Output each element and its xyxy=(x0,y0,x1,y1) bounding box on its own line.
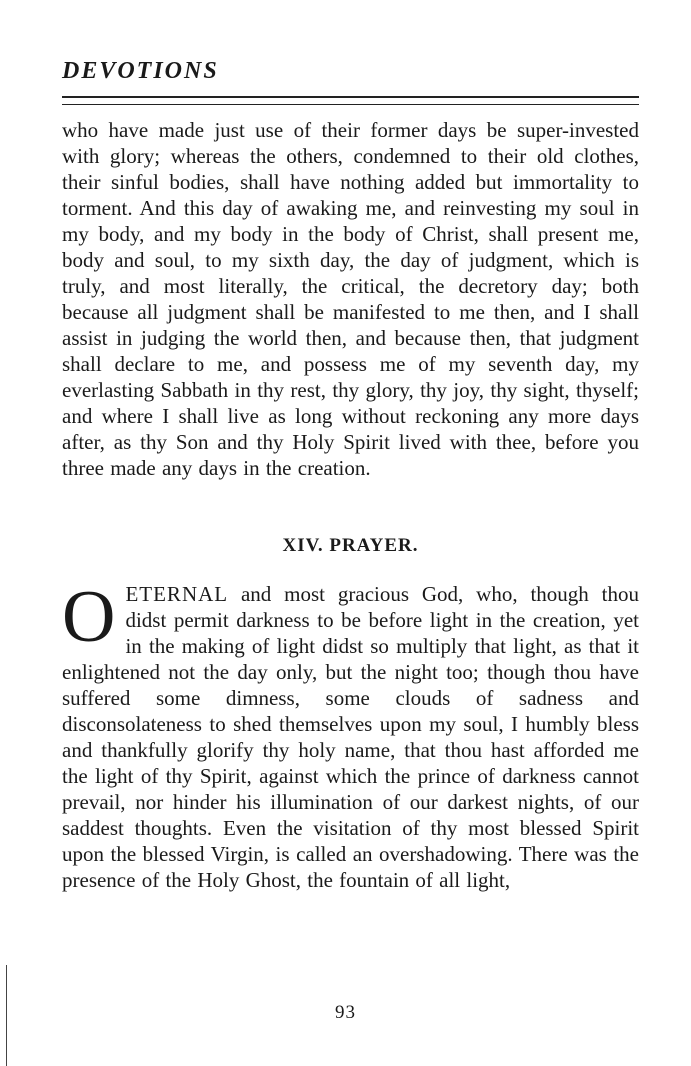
prayer-opening-words: ETERNAL xyxy=(125,582,229,606)
page-number: 93 xyxy=(335,1002,356,1023)
continued-paragraph: who have made just use of their former days be super-invested with glory; whereas the others, condemned to their old clothes, their sinful bodies, shall have nothing added but immortality to torment. And this day of awaking me, and reinvesting my soul in my body, and my body in the body of Christ, shall present me, body and soul, to my sixth day, the day of judgment, which is truly, and most literally, the critical, the decretory day; both because all judgment shall be manifested to me then, and I shall assist in judging the world then, and because then, that judgment shall declare to me, and possess me of my seventh day, my everlasting Sabbath in thy rest, thy glory, thy joy, thy sight, thyself; and where I shall live as long without reckoning any more days after, as thy Son and thy Holy Spirit lived with thee, before you three made any days in the creation. xyxy=(62,118,639,480)
drop-cap: O xyxy=(62,576,116,658)
section-title: XIV. PRAYER. xyxy=(282,535,419,556)
prayer-text: and most gracious God, who, though thou didst permit darkness to be before light in the creation, yet in the making of light didst so multiply that light, as that it enlightened not the day only, but the night too; though thou have suffered some dimness, some clouds of sadness and disconsolateness to shed themselves upon my soul, I humbly bless and thankfully glorify thy holy name, that thou hast afforded me the light of thy Spirit, against which the prince of darkness cannot prevail, nor hinder his illumination of our darkest nights, of our saddest thoughts. Even the visitation of thy most blessed Spirit upon the blessed Virgin, is called an overshadowing. There was the presence of the Holy Ghost, the fountain of all light, xyxy=(62,582,639,892)
prayer-paragraph xyxy=(62,576,639,893)
header-rule xyxy=(62,96,639,105)
running-head: DEVOTIONS xyxy=(62,58,219,84)
book-page xyxy=(62,56,639,893)
section-gap xyxy=(62,481,639,533)
page-edge-line xyxy=(6,965,7,1066)
